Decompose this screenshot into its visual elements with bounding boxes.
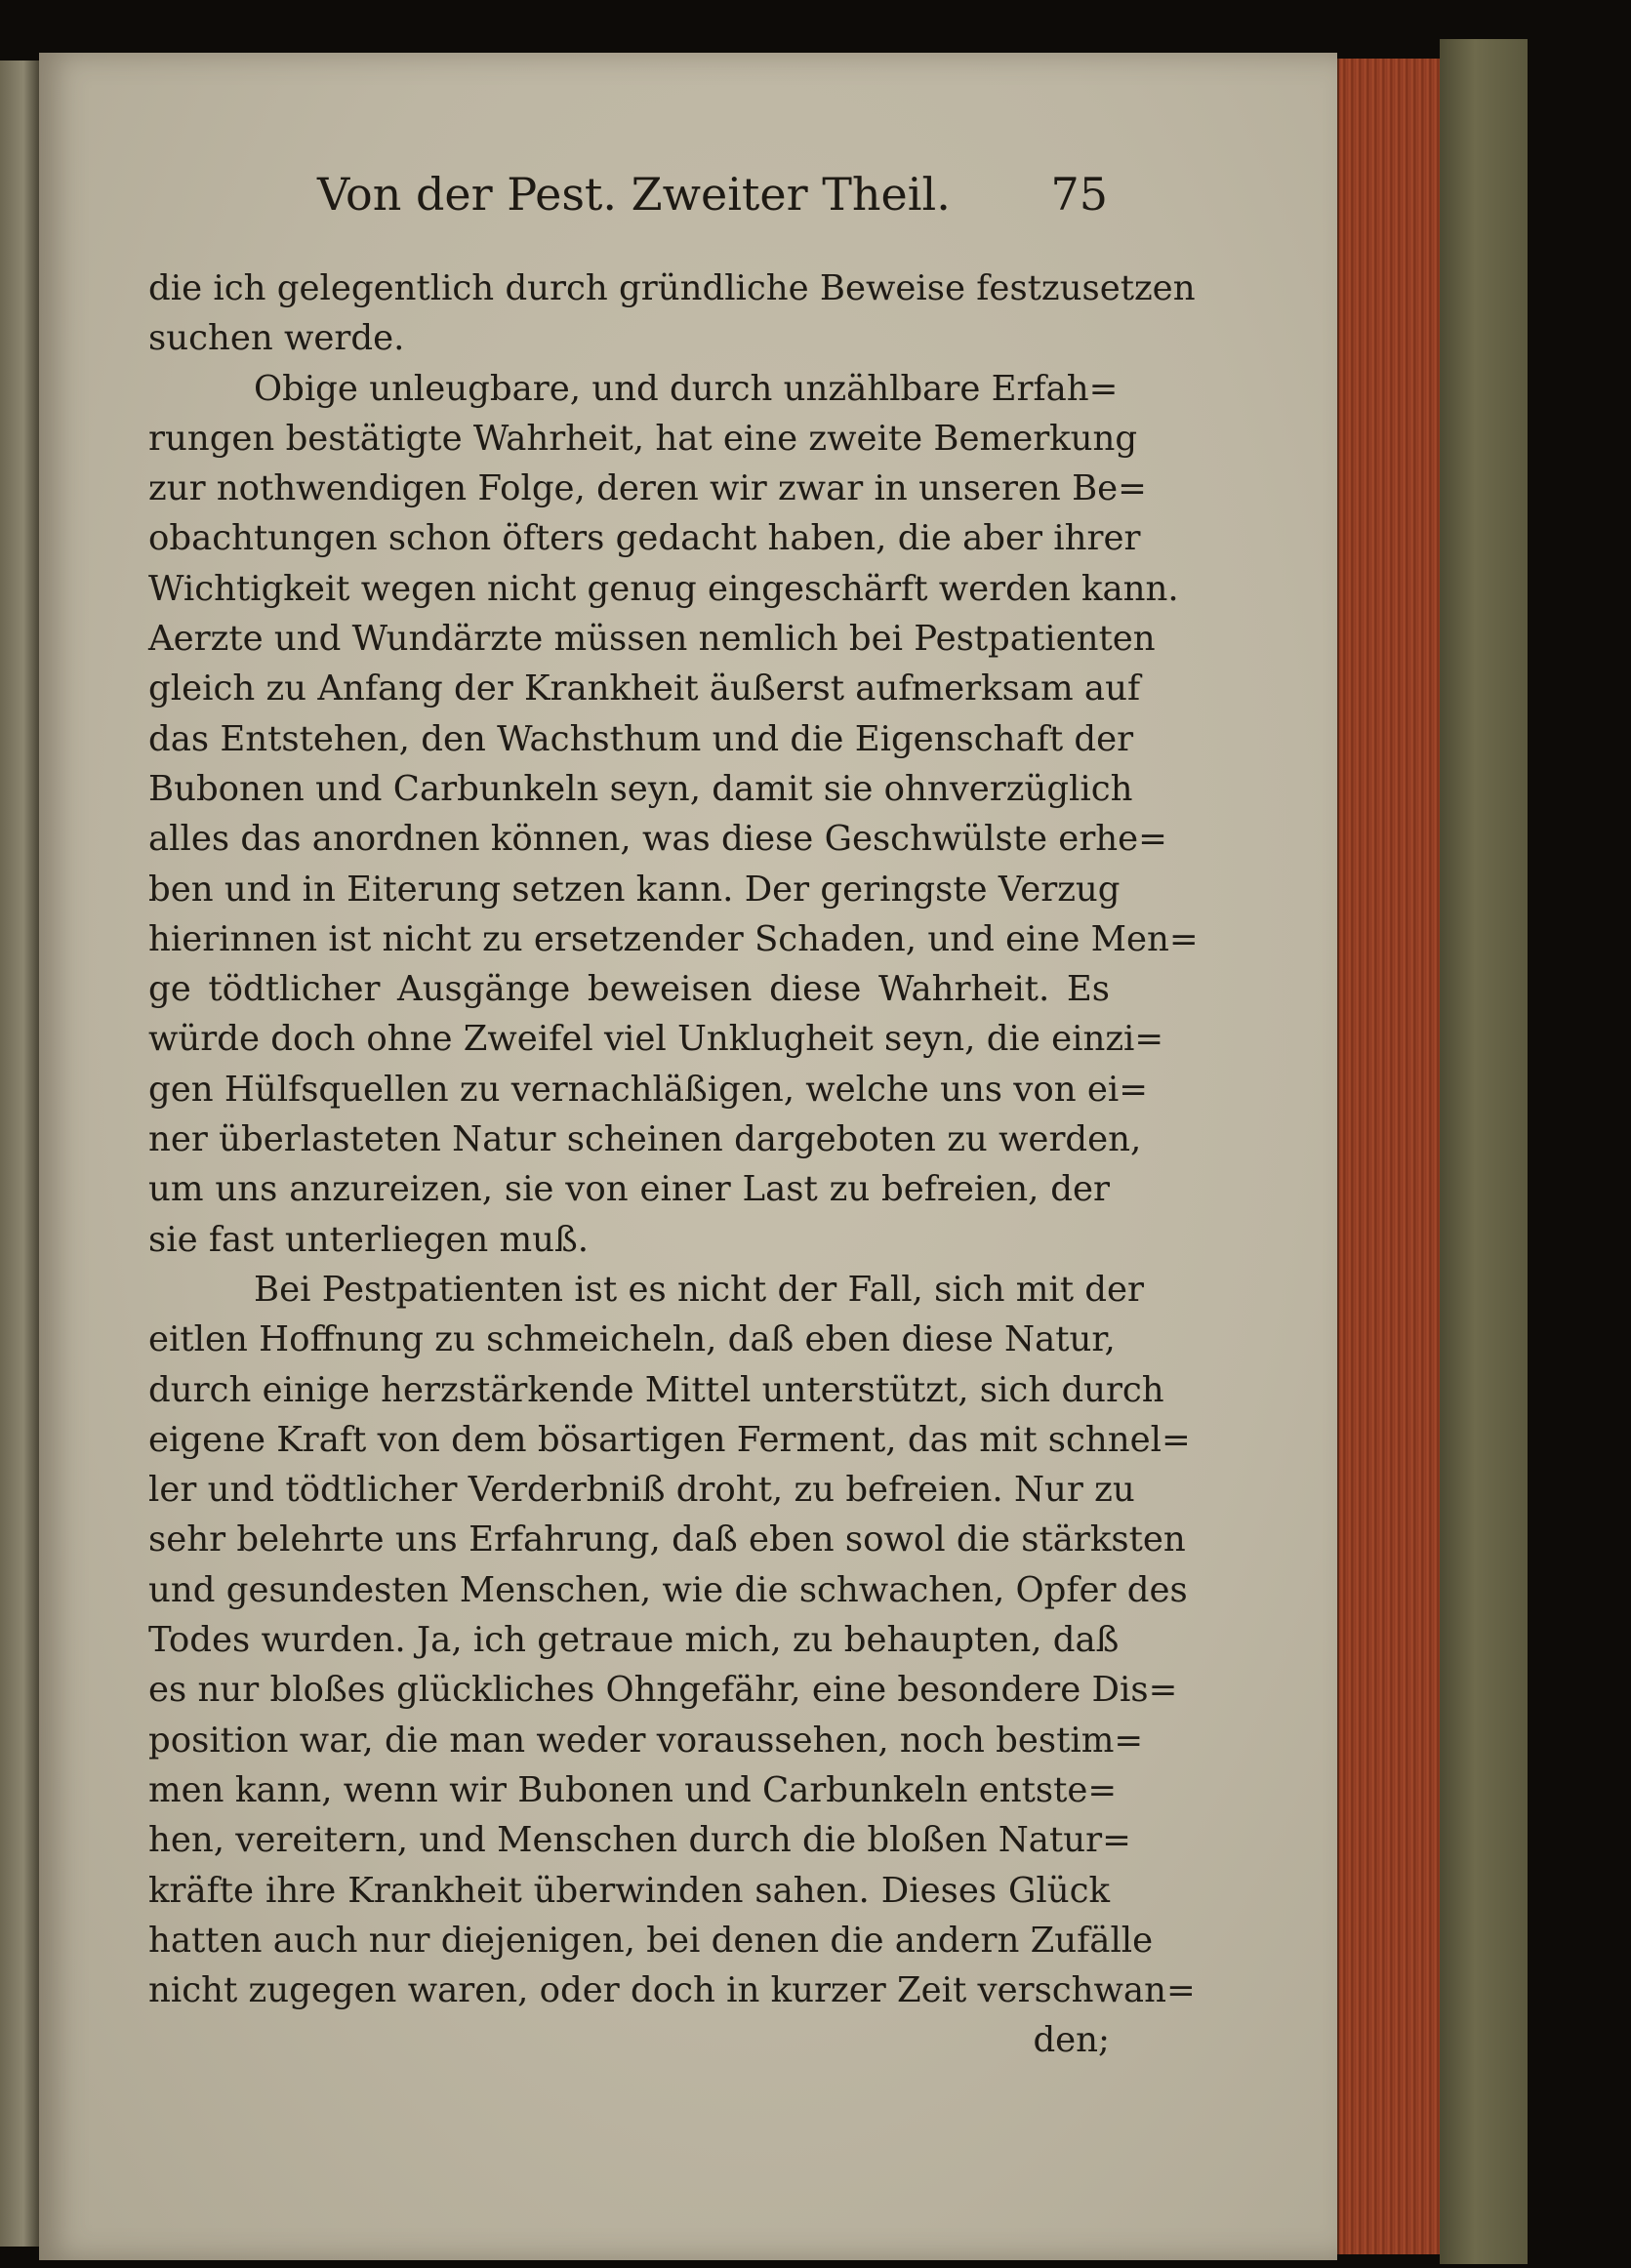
text-line: ner überlasteten Natur scheinen dargeboten zu werden, xyxy=(148,1119,1142,1160)
running-title: Von der Pest. Zweiter Theil. xyxy=(317,168,951,221)
book-cover xyxy=(1440,39,1528,2264)
text-line: gleich zu Anfang der Krankheit äußerst aufmerksam auf xyxy=(148,668,1141,709)
text-line: kräfte ihre Krankheit überwinden sahen. Dieses Glück xyxy=(148,1870,1110,1911)
text-line: obachtungen schon öfters gedacht haben, die aber ihrer xyxy=(148,518,1141,559)
text-line: Obige unleugbare, und durch unzählbare Erfah= xyxy=(254,368,1119,409)
text-line: und gesundesten Menschen, wie die schwachen, Opfer des xyxy=(148,1569,1188,1610)
text-line: sie fast unterliegen muß. xyxy=(148,1219,590,1260)
text-line: hen, vereitern, und Menschen durch die bloßen Natur= xyxy=(148,1820,1131,1861)
text-line: es nur bloßes glückliches Ohngefähr, eine besondere Dis= xyxy=(148,1670,1178,1711)
text-line: suchen werde. xyxy=(148,318,405,359)
running-header xyxy=(317,168,1108,238)
body-text xyxy=(148,263,1199,2066)
text-line: gen Hülfsquellen zu vernachläßigen, welche uns von ei= xyxy=(148,1069,1148,1110)
text-line: zur nothwendigen Folge, deren wir zwar in unseren Be= xyxy=(148,468,1147,509)
red-page-edges xyxy=(1337,59,1442,2254)
text-line: alles das anordnen können, was diese Geschwülste erhe= xyxy=(148,819,1167,860)
text-line: Bubonen und Carbunkeln seyn, damit sie ohnverzüglich xyxy=(148,768,1133,809)
text-line: Todes wurden. Ja, ich getraue mich, zu behaupten, daß xyxy=(148,1620,1120,1661)
text-line: die ich gelegentlich durch gründliche Beweise festzusetzen xyxy=(148,268,1196,308)
text-line: ge tödtlicher Ausgänge beweisen diese Wahrheit. Es xyxy=(148,969,1110,1010)
text-line: eigene Kraft von dem bösartigen Ferment, das mit schnel= xyxy=(148,1419,1191,1460)
text-line: durch einige herzstärkende Mittel unterstützt, sich durch xyxy=(148,1369,1164,1410)
text-line: sehr belehrte uns Erfahrung, daß eben sowol die stärksten xyxy=(148,1519,1186,1560)
text-line: um uns anzureizen, sie von einer Last zu befreien, der xyxy=(148,1169,1110,1210)
catchword: den; xyxy=(1033,2020,1110,2061)
text-line: ben und in Eiterung setzen kann. Der geringste Verzug xyxy=(148,869,1121,910)
text-line: rungen bestätigte Wahrheit, hat eine zweite Bemerkung xyxy=(148,418,1138,459)
text-line: ler und tödtlicher Verderbniß droht, zu befreien. Nur zu xyxy=(148,1470,1135,1511)
text-line: hierinnen ist nicht zu ersetzender Schaden, und eine Men= xyxy=(148,918,1199,959)
text-line: eitlen Hoffnung zu schmeicheln, daß eben diese Natur, xyxy=(148,1319,1116,1360)
text-line: Wichtigkeit wegen nicht genug eingeschärft werden kann. xyxy=(148,568,1179,609)
text-line: würde doch ohne Zweifel viel Unklugheit seyn, die einzi= xyxy=(148,1019,1164,1060)
page-number: 75 xyxy=(1050,168,1108,221)
text-line: position war, die man weder voraussehen, noch bestim= xyxy=(148,1720,1144,1761)
text-line: nicht zugegen waren, oder doch in kurzer Zeit verschwan= xyxy=(148,1970,1196,2011)
text-line: men kann, wenn wir Bubonen und Carbunkeln entste= xyxy=(148,1769,1118,1810)
text-line: Aerzte und Wundärzte müssen nemlich bei Pestpatienten xyxy=(148,619,1156,660)
text-line: Bei Pestpatienten ist es nicht der Fall, sich mit der xyxy=(254,1269,1144,1310)
text-line: hatten auch nur diejenigen, bei denen die andern Zufälle xyxy=(148,1920,1154,1961)
text-line: das Entstehen, den Wachsthum und die Eigenschaft der xyxy=(148,718,1134,759)
facing-page-edge xyxy=(0,61,39,2247)
